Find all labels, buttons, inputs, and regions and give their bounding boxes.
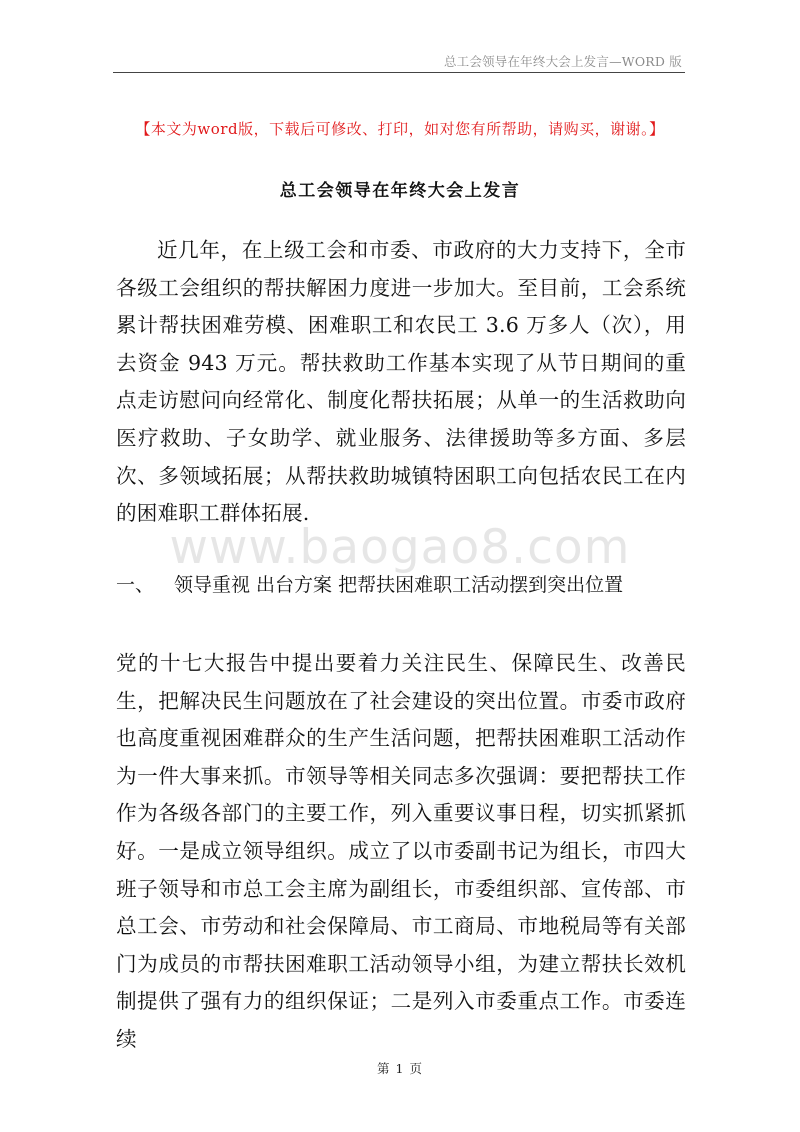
section-heading-text: 领导重视 出台方案 把帮扶困难职工活动摆到突出位置 xyxy=(174,574,624,596)
document-title: 总工会领导在年终大会上发言 xyxy=(279,181,521,201)
body-paragraph-1: 近几年，在上级工会和市委、市政府的大力支持下，全市各级工会组织的帮扶解困力度进一步加大。至目前，工会系统累计帮扶困难劳模、困难职工和农民工 3.6 万多人（次），用去资金 943 万元。帮扶救助工作基本实现了从节日期间的重点走访慰问向经常化、制度化帮扶拓展；从单一的生活救助向医疗救助、子女助学、就业服务、法律援助等多方面、多层次、多领域拓展；从帮扶救助城镇特困职工向包括农民工在内的困难职工群体拓展. xyxy=(116,238,686,526)
header-divider xyxy=(113,72,685,73)
body-paragraph-2: 党的十七大报告中提出要着力关注民生、保障民生、改善民生，把解决民生问题放在了社会建设的突出位置。市委市政府也高度重视困难群众的生产生活问题，把帮扶困难职工活动作为一件大事来抓。市领导等相关同志多次强调：要把帮扶工作作为各级各部门的主要工作，列入重要议事日程，切实抓紧抓好。一是成立领导组织。成立了以市委副书记为组长，市四大班子领导和市总工会主席为副组长，市委组织部、宣传部、市总工会、市劳动和社会保障局、市工商局、市地税局等有关部门为成员的市帮扶困难职工活动领导小组，为建立帮扶长效机制提供了强有力的组织保证；二是列入市委重点工作。市委连续 xyxy=(116,651,686,1051)
download-notice: 【本文为word版，下载后可修改、打印，如对您有所帮助，请购买，谢谢。】 xyxy=(135,120,665,138)
running-header: 总工会领导在年终大会上发言—WORD 版 xyxy=(443,54,682,69)
section-heading xyxy=(116,570,623,600)
page-number: 第 1 页 xyxy=(377,1061,423,1076)
watermark: www.baogao8.com xyxy=(169,520,631,575)
section-number: 一、 xyxy=(116,574,155,596)
